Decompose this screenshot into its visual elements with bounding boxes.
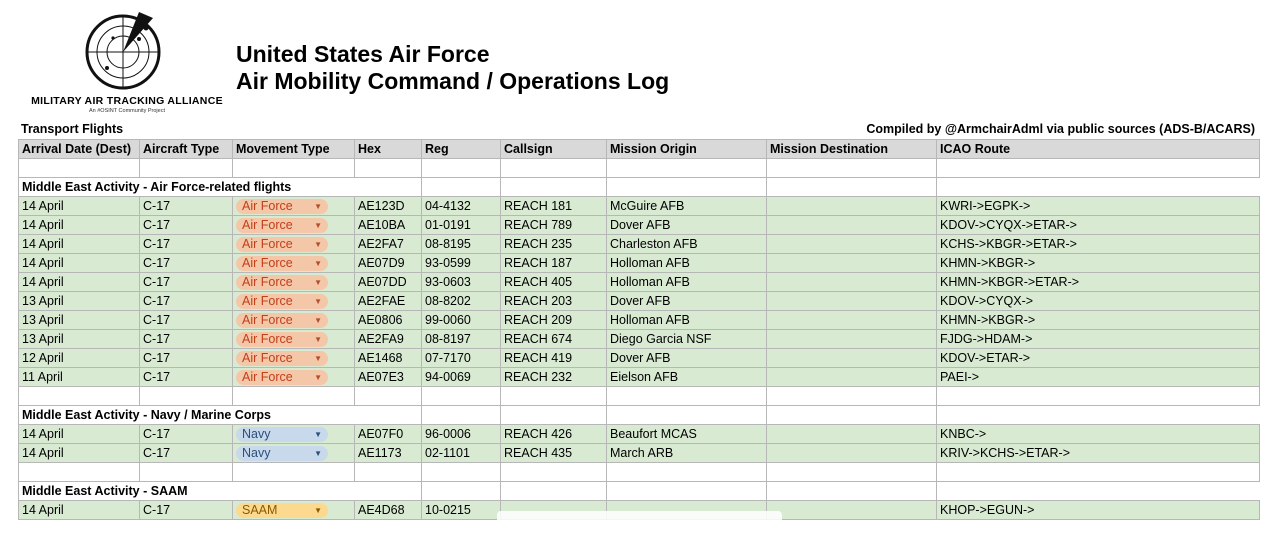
watermark-overlay <box>497 511 782 541</box>
movement-type-dropdown[interactable] <box>236 275 328 290</box>
movement-type-cell[interactable] <box>233 501 355 520</box>
caret-down-icon: ▼ <box>314 506 322 516</box>
aircraft-type-cell[interactable]: C-17 <box>140 254 233 273</box>
empty-cell[interactable] <box>422 387 501 406</box>
reg-cell[interactable]: 94-0069 <box>422 368 501 387</box>
mission-origin-cell[interactable]: Holloman AFB <box>607 254 767 273</box>
arrival-date-cell[interactable]: 14 April <box>19 444 140 463</box>
caret-down-icon: ▼ <box>314 278 322 288</box>
empty-cell[interactable] <box>19 159 140 178</box>
empty-cell[interactable] <box>607 463 767 482</box>
title-line-2: Air Mobility Command / Operations Log <box>236 68 670 94</box>
table-row <box>19 368 1260 387</box>
empty-cell[interactable] <box>607 159 767 178</box>
callsign-cell[interactable]: REACH 235 <box>501 235 607 254</box>
movement-type-cell[interactable] <box>233 425 355 444</box>
movement-type-dropdown[interactable] <box>236 370 328 385</box>
empty-cell[interactable] <box>355 463 422 482</box>
column-header[interactable]: Arrival Date (Dest) <box>19 140 140 159</box>
caret-down-icon: ▼ <box>314 221 322 231</box>
empty-cell[interactable] <box>501 406 607 425</box>
reg-cell[interactable]: 93-0603 <box>422 273 501 292</box>
icao-route-cell[interactable]: PAEI-> <box>937 368 1260 387</box>
movement-type-label: Air Force <box>242 351 293 366</box>
mission-origin-cell[interactable]: Holloman AFB <box>607 273 767 292</box>
column-header[interactable]: Mission Origin <box>607 140 767 159</box>
arrival-date-cell[interactable]: 14 April <box>19 425 140 444</box>
aircraft-type-cell[interactable]: C-17 <box>140 349 233 368</box>
empty-cell[interactable] <box>937 406 1260 425</box>
empty-cell[interactable] <box>607 387 767 406</box>
mission-destination-cell[interactable] <box>767 368 937 387</box>
mission-destination-cell[interactable] <box>767 273 937 292</box>
mission-destination-cell[interactable] <box>767 235 937 254</box>
section-header-row <box>19 406 1260 425</box>
aircraft-type-cell[interactable]: C-17 <box>140 311 233 330</box>
movement-type-label: Navy <box>242 427 271 442</box>
caret-down-icon: ▼ <box>314 259 322 269</box>
callsign-cell[interactable]: REACH 232 <box>501 368 607 387</box>
movement-type-dropdown[interactable] <box>236 237 328 252</box>
icao-route-cell[interactable]: FJDG->HDAM-> <box>937 330 1260 349</box>
empty-cell[interactable] <box>422 482 501 501</box>
callsign-cell[interactable]: REACH 789 <box>501 216 607 235</box>
empty-cell[interactable] <box>767 178 937 197</box>
column-header[interactable]: Callsign <box>501 140 607 159</box>
empty-cell[interactable] <box>767 387 937 406</box>
compiled-by-note: Compiled by @ArmchairAdml via public sources (ADS-B/ACARS) <box>866 122 1255 136</box>
movement-type-cell[interactable] <box>233 368 355 387</box>
mission-destination-cell[interactable] <box>767 292 937 311</box>
section-header-row <box>19 482 1260 501</box>
empty-cell[interactable] <box>233 387 355 406</box>
mission-destination-cell[interactable] <box>767 197 937 216</box>
callsign-cell[interactable]: REACH 405 <box>501 273 607 292</box>
callsign-cell[interactable]: REACH 203 <box>501 292 607 311</box>
arrival-date-cell[interactable]: 14 April <box>19 197 140 216</box>
movement-type-dropdown[interactable] <box>236 427 328 442</box>
table-row <box>19 444 1260 463</box>
blank-row <box>19 159 1260 178</box>
caret-down-icon: ▼ <box>314 335 322 345</box>
empty-cell[interactable] <box>19 387 140 406</box>
callsign-cell[interactable]: REACH 181 <box>501 197 607 216</box>
blank-row <box>19 463 1260 482</box>
arrival-date-cell[interactable]: 13 April <box>19 330 140 349</box>
movement-type-label: Air Force <box>242 370 293 385</box>
movement-type-label: Air Force <box>242 218 293 233</box>
empty-cell[interactable] <box>140 387 233 406</box>
table-row <box>19 254 1260 273</box>
movement-type-label: Air Force <box>242 237 293 252</box>
reg-cell[interactable]: 08-8202 <box>422 292 501 311</box>
arrival-date-cell[interactable]: 14 April <box>19 501 140 520</box>
mission-origin-cell[interactable]: Charleston AFB <box>607 235 767 254</box>
table-row <box>19 273 1260 292</box>
table-row <box>19 235 1260 254</box>
table-row <box>19 197 1260 216</box>
hex-cell[interactable]: AE07F0 <box>355 425 422 444</box>
empty-cell[interactable] <box>767 463 937 482</box>
movement-type-dropdown[interactable] <box>236 256 328 271</box>
mission-destination-cell[interactable] <box>767 349 937 368</box>
arrival-date-cell[interactable]: 13 April <box>19 292 140 311</box>
empty-cell[interactable] <box>422 159 501 178</box>
movement-type-dropdown[interactable] <box>236 313 328 328</box>
aircraft-type-cell[interactable]: C-17 <box>140 368 233 387</box>
blank-row <box>19 387 1260 406</box>
table-row <box>19 311 1260 330</box>
empty-cell[interactable] <box>140 463 233 482</box>
empty-cell[interactable] <box>355 387 422 406</box>
hex-cell[interactable]: AE07E3 <box>355 368 422 387</box>
empty-cell[interactable] <box>19 463 140 482</box>
mission-origin-cell[interactable]: McGuire AFB <box>607 197 767 216</box>
arrival-date-cell[interactable]: 14 April <box>19 254 140 273</box>
empty-cell[interactable] <box>937 178 1260 197</box>
reg-cell[interactable]: 99-0060 <box>422 311 501 330</box>
callsign-cell[interactable]: REACH 419 <box>501 349 607 368</box>
column-header[interactable]: Mission Destination <box>767 140 937 159</box>
mission-origin-cell[interactable]: Dover AFB <box>607 292 767 311</box>
mission-destination-cell[interactable] <box>767 311 937 330</box>
sheet-label: Transport Flights <box>21 122 124 136</box>
empty-cell[interactable] <box>501 178 607 197</box>
title-line-1: United States Air Force <box>236 41 490 67</box>
aircraft-type-cell[interactable]: C-17 <box>140 425 233 444</box>
movement-type-dropdown[interactable] <box>236 446 328 461</box>
arrival-date-cell[interactable]: 14 April <box>19 273 140 292</box>
aircraft-type-cell[interactable]: C-17 <box>140 273 233 292</box>
movement-type-cell[interactable] <box>233 254 355 273</box>
caret-down-icon: ▼ <box>314 297 322 307</box>
movement-type-cell[interactable] <box>233 197 355 216</box>
table-row <box>19 330 1260 349</box>
logo <box>22 12 232 117</box>
mission-origin-cell[interactable]: Dover AFB <box>607 349 767 368</box>
icao-route-cell[interactable]: KHMN->KBGR->ETAR-> <box>937 273 1260 292</box>
empty-cell[interactable] <box>422 463 501 482</box>
movement-type-cell[interactable] <box>233 273 355 292</box>
aircraft-type-cell[interactable]: C-17 <box>140 330 233 349</box>
section-title[interactable]: Middle East Activity - Air Force-related flights <box>19 178 422 197</box>
hex-cell[interactable]: AE4D68 <box>355 501 422 520</box>
table-row <box>19 216 1260 235</box>
movement-type-label: Navy <box>242 446 271 461</box>
section-title[interactable]: Middle East Activity - Navy / Marine Corps <box>19 406 422 425</box>
hex-cell[interactable]: AE2FA9 <box>355 330 422 349</box>
reg-cell[interactable]: 08-8197 <box>422 330 501 349</box>
movement-type-label: Air Force <box>242 256 293 271</box>
movement-type-label: Air Force <box>242 199 293 214</box>
header-row <box>19 140 1260 159</box>
empty-cell[interactable] <box>355 159 422 178</box>
mission-destination-cell[interactable] <box>767 501 937 520</box>
movement-type-cell[interactable] <box>233 235 355 254</box>
mission-destination-cell[interactable] <box>767 444 937 463</box>
reg-cell[interactable]: 96-0006 <box>422 425 501 444</box>
caret-down-icon: ▼ <box>314 373 322 383</box>
reg-cell[interactable]: 08-8195 <box>422 235 501 254</box>
mission-origin-cell[interactable]: Eielson AFB <box>607 368 767 387</box>
reg-cell[interactable]: 04-4132 <box>422 197 501 216</box>
movement-type-cell[interactable] <box>233 216 355 235</box>
mission-destination-cell[interactable] <box>767 330 937 349</box>
empty-cell[interactable] <box>767 406 937 425</box>
empty-cell[interactable] <box>501 482 607 501</box>
empty-cell[interactable] <box>501 159 607 178</box>
arrival-date-cell[interactable]: 14 April <box>19 216 140 235</box>
hex-cell[interactable]: AE1173 <box>355 444 422 463</box>
reg-cell[interactable]: 07-7170 <box>422 349 501 368</box>
column-header[interactable]: Movement Type <box>233 140 355 159</box>
hex-cell[interactable]: AE07DD <box>355 273 422 292</box>
movement-type-dropdown[interactable] <box>236 218 328 233</box>
mission-origin-cell[interactable]: Beaufort MCAS <box>607 425 767 444</box>
caret-down-icon: ▼ <box>314 240 322 250</box>
mission-origin-cell[interactable]: Holloman AFB <box>607 311 767 330</box>
callsign-cell[interactable]: REACH 209 <box>501 311 607 330</box>
movement-type-cell[interactable] <box>233 292 355 311</box>
icao-route-cell[interactable]: KHMN->KBGR-> <box>937 311 1260 330</box>
mission-origin-cell[interactable]: Dover AFB <box>607 216 767 235</box>
caret-down-icon: ▼ <box>314 316 322 326</box>
hex-cell[interactable]: AE0806 <box>355 311 422 330</box>
movement-type-label: SAAM <box>242 503 278 518</box>
operations-log-table <box>18 139 1260 520</box>
empty-cell[interactable] <box>937 482 1260 501</box>
movement-type-label: Air Force <box>242 294 293 309</box>
empty-cell[interactable] <box>607 178 767 197</box>
table-row <box>19 349 1260 368</box>
hex-cell[interactable]: AE2FA7 <box>355 235 422 254</box>
reg-cell[interactable]: 10-0215 <box>422 501 501 520</box>
icao-route-cell[interactable]: KRIV->KCHS->ETAR-> <box>937 444 1260 463</box>
mission-destination-cell[interactable] <box>767 425 937 444</box>
reg-cell[interactable]: 01-0191 <box>422 216 501 235</box>
caret-down-icon: ▼ <box>314 354 322 364</box>
caret-down-icon: ▼ <box>314 449 322 459</box>
empty-cell[interactable] <box>140 159 233 178</box>
movement-type-cell[interactable] <box>233 311 355 330</box>
icao-route-cell[interactable]: KDOV->CYQX-> <box>937 292 1260 311</box>
movement-type-cell[interactable] <box>233 349 355 368</box>
table-row <box>19 292 1260 311</box>
empty-cell[interactable] <box>233 463 355 482</box>
movement-type-cell[interactable] <box>233 330 355 349</box>
empty-cell[interactable] <box>767 482 937 501</box>
table-row <box>19 425 1260 444</box>
section-header-row <box>19 178 1260 197</box>
hex-cell[interactable]: AE1468 <box>355 349 422 368</box>
hex-cell[interactable]: AE10BA <box>355 216 422 235</box>
empty-cell[interactable] <box>767 159 937 178</box>
reg-cell[interactable]: 02-1101 <box>422 444 501 463</box>
empty-cell[interactable] <box>501 387 607 406</box>
caret-down-icon: ▼ <box>314 430 322 440</box>
logo-name: MILITARY AIR TRACKING ALLIANCE <box>31 95 223 107</box>
icao-route-cell[interactable]: KNBC-> <box>937 425 1260 444</box>
logo-subtitle: An #OSINT Community Project <box>88 108 165 114</box>
aircraft-type-cell[interactable]: C-17 <box>140 235 233 254</box>
aircraft-type-cell[interactable]: C-17 <box>140 501 233 520</box>
hex-cell[interactable]: AE2FAE <box>355 292 422 311</box>
mission-origin-cell[interactable]: March ARB <box>607 444 767 463</box>
document-title <box>236 41 669 95</box>
icao-route-cell[interactable]: KHOP->EGUN-> <box>937 501 1260 520</box>
mission-destination-cell[interactable] <box>767 216 937 235</box>
column-header[interactable]: Reg <box>422 140 501 159</box>
movement-type-dropdown[interactable] <box>236 351 328 366</box>
hex-cell[interactable]: AE123D <box>355 197 422 216</box>
empty-cell[interactable] <box>607 406 767 425</box>
column-header[interactable]: Aircraft Type <box>140 140 233 159</box>
icao-route-cell[interactable]: KHMN->KBGR-> <box>937 254 1260 273</box>
callsign-cell[interactable]: REACH 426 <box>501 425 607 444</box>
aircraft-type-cell[interactable]: C-17 <box>140 444 233 463</box>
movement-type-dropdown[interactable] <box>236 332 328 347</box>
radar-scope-icon <box>83 12 171 94</box>
empty-cell[interactable] <box>422 178 501 197</box>
empty-cell[interactable] <box>937 159 1260 178</box>
icao-route-cell[interactable]: KDOV->CYQX->ETAR-> <box>937 216 1260 235</box>
icao-route-cell[interactable]: KDOV->ETAR-> <box>937 349 1260 368</box>
movement-type-label: Air Force <box>242 313 293 328</box>
caret-down-icon: ▼ <box>314 202 322 212</box>
aircraft-type-cell[interactable]: C-17 <box>140 197 233 216</box>
empty-cell[interactable] <box>501 463 607 482</box>
mission-origin-cell[interactable]: Diego Garcia NSF <box>607 330 767 349</box>
aircraft-type-cell[interactable]: C-17 <box>140 292 233 311</box>
movement-type-label: Air Force <box>242 332 293 347</box>
arrival-date-cell[interactable]: 13 April <box>19 311 140 330</box>
movement-type-dropdown[interactable] <box>236 503 328 518</box>
reg-cell[interactable]: 93-0599 <box>422 254 501 273</box>
table-body <box>19 159 1260 520</box>
callsign-cell[interactable]: REACH 187 <box>501 254 607 273</box>
empty-cell[interactable] <box>937 387 1260 406</box>
arrival-date-cell[interactable]: 14 April <box>19 235 140 254</box>
column-header[interactable]: Hex <box>355 140 422 159</box>
aircraft-type-cell[interactable]: C-17 <box>140 216 233 235</box>
column-header[interactable]: ICAO Route <box>937 140 1260 159</box>
arrival-date-cell[interactable]: 12 April <box>19 349 140 368</box>
callsign-cell[interactable]: REACH 674 <box>501 330 607 349</box>
icao-route-cell[interactable]: KCHS->KBGR->ETAR-> <box>937 235 1260 254</box>
empty-cell[interactable] <box>607 482 767 501</box>
arrival-date-cell[interactable]: 11 April <box>19 368 140 387</box>
empty-cell[interactable] <box>422 406 501 425</box>
movement-type-cell[interactable] <box>233 444 355 463</box>
section-title[interactable]: Middle East Activity - SAAM <box>19 482 422 501</box>
callsign-cell[interactable]: REACH 435 <box>501 444 607 463</box>
empty-cell[interactable] <box>233 159 355 178</box>
empty-cell[interactable] <box>937 463 1260 482</box>
movement-type-dropdown[interactable] <box>236 294 328 309</box>
hex-cell[interactable]: AE07D9 <box>355 254 422 273</box>
icao-route-cell[interactable]: KWRI->EGPK-> <box>937 197 1260 216</box>
movement-type-label: Air Force <box>242 275 293 290</box>
movement-type-dropdown[interactable] <box>236 199 328 214</box>
mission-destination-cell[interactable] <box>767 254 937 273</box>
